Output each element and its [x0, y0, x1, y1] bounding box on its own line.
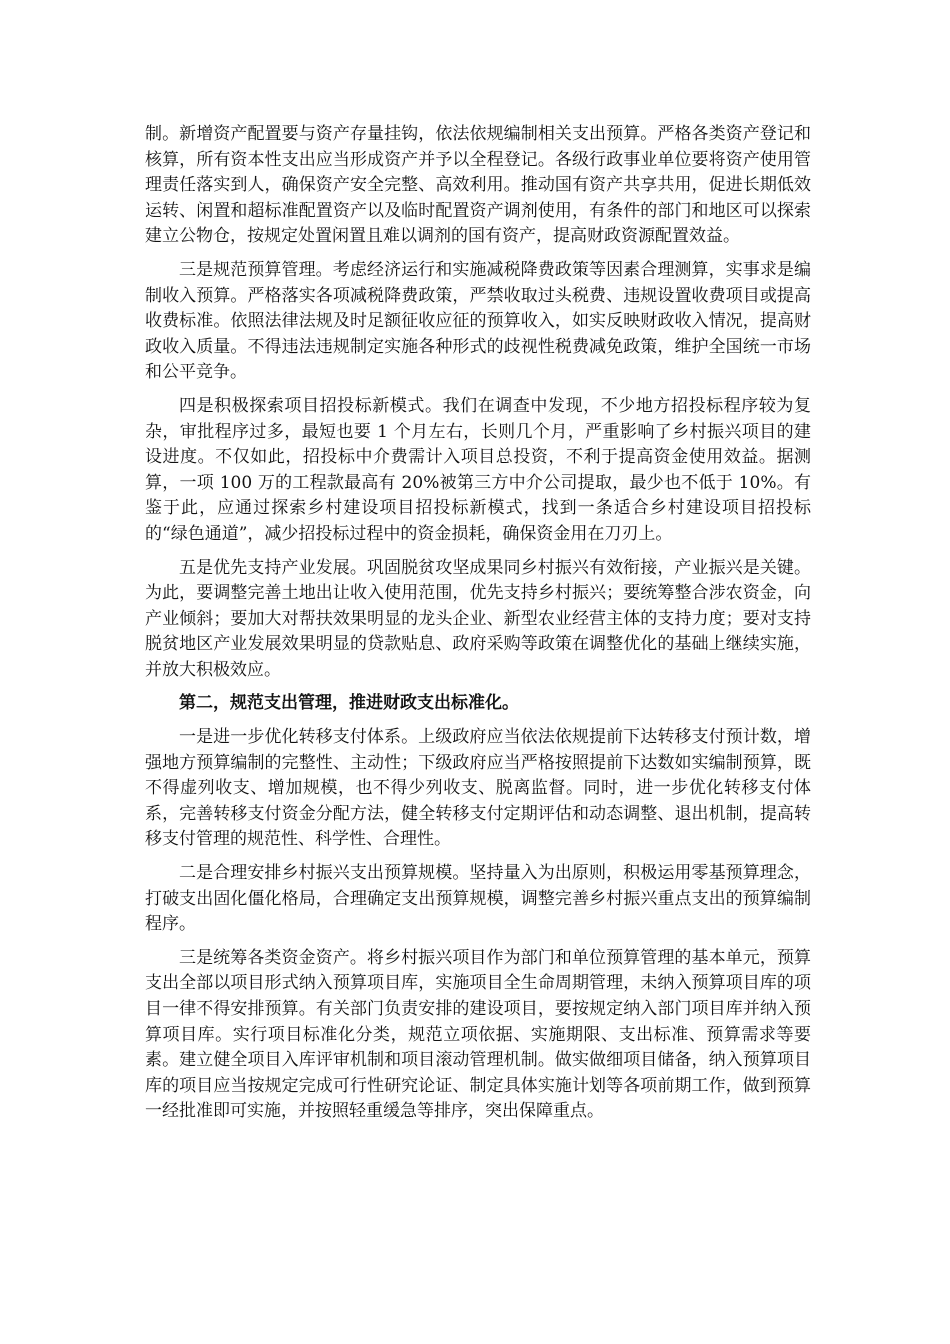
paragraph-transfer-payment: 一是进一步优化转移支付体系。上级政府应当依法依规提前下达转移支付预计数，增强地方预算编制的完整性、主动性；下级政府应当严格按照提前下达数如实编制预算，既不得虚列收支、增加规模，也不得少列收支、脱离监督。同时，进一步优化转移支付体系，完善转移支付资金分配方法，健全转移支付定期评估和动态调整、退出机制，提高转移支付管理的规范性、科学性、合理性。: [145, 727, 811, 850]
paragraph-industry-development: 五是优先支持产业发展。巩固脱贫攻坚成果同乡村振兴有效衔接，产业振兴是关键。为此，要调整完善土地出让收入使用范围，优先支持乡村振兴；要统筹整合涉农资金，向产业倾斜；要加大对帮扶效果明显的龙头企业、新型农业经营主体的支持力度；要对支持脱贫地区产业发展效果明显的贷款贴息、政府采购等政策在调整优化的基础上继续实施，并放大积极效应。: [145, 557, 811, 680]
paragraph-bidding-model: 四是积极探索项目招投标新模式。我们在调查中发现，不少地方招投标程序较为复杂，审批程序过多，最短也要 1 个月左右，长则几个月，严重影响了乡村振兴项目的建设进度。不仅如此，招投标中介费需计入项目总投资，不利于提高资金使用效益。据测算，一项 100 万的工程款最高有 20%被第三方中介公司提取，最少也不低于 10%。有鉴于此，应通过探索乡村建设项目招投标新模式，找到一条适合乡村建设项目招投标的“绿色通道”，减少招投标过程中的资金损耗，确保资金用在刀刃上。: [145, 395, 811, 544]
section-heading: 第二，规范支出管理，推进财政支出标准化。: [179, 693, 519, 714]
paragraph-continued: 制。新增资产配置要与资产存量挂钩，依法依规编制相关支出预算。严格各类资产登记和核算，所有资本性支出应当形成资产并予以全程登记。各级行政事业单位要将资产使用管理责任落实到人，确保资产安全完整、高效利用。推动国有资产共享共用，促进长期低效运转、闲置和超标准配置资产以及临时配置资产调剂使用，有条件的部门和地区可以探索建立公物仓，按规定处置闲置且难以调剂的国有资产，提高财政资源配置效益。: [145, 124, 811, 247]
paragraph-budget-management: 三是规范预算管理。考虑经济运行和实施减税降费政策等因素合理测算，实事求是编制收入预算。严格落实各项减税降费政策，严禁收取过头税费、违规设置收费项目或提高收费标准。依照法律法规及时足额征收应征的预算收入，如实反映财政收入情况，提高财政收入质量。不得违法违规制定实施各种形式的歧视性税费减免政策，维护全国统一市场和公平竞争。: [145, 259, 811, 383]
paragraph-fund-assets: 三是统筹各类资金资产。将乡村振兴项目作为部门和单位预算管理的基本单元，预算支出全部以项目形式纳入预算项目库，实施项目全生命周期管理，未纳入预算项目库的项目一律不得安排预算。有关部门负责安排的建设项目，要按规定纳入部门项目库并纳入预算项目库。实行项目标准化分类，规范立项依据、实施期限、支出标准、预算需求等要素。建立健全项目入库评审机制和项目滚动管理机制。做实做细项目储备，纳入预算项目库的项目应当按规定完成可行性研究论证、制定具体实施计划等各项前期工作，做到预算一经批准即可实施，并按照轻重缓急等排序，突出保障重点。: [145, 947, 811, 1122]
document-body: [145, 122, 811, 1133]
paragraph-expenditure-scale: 二是合理安排乡村振兴支出预算规模。坚持量入为出原则，积极运用零基预算理念，打破支出固化僵化格局，合理确定支出预算规模，调整完善乡村振兴重点支出的预算编制程序。: [145, 863, 811, 935]
